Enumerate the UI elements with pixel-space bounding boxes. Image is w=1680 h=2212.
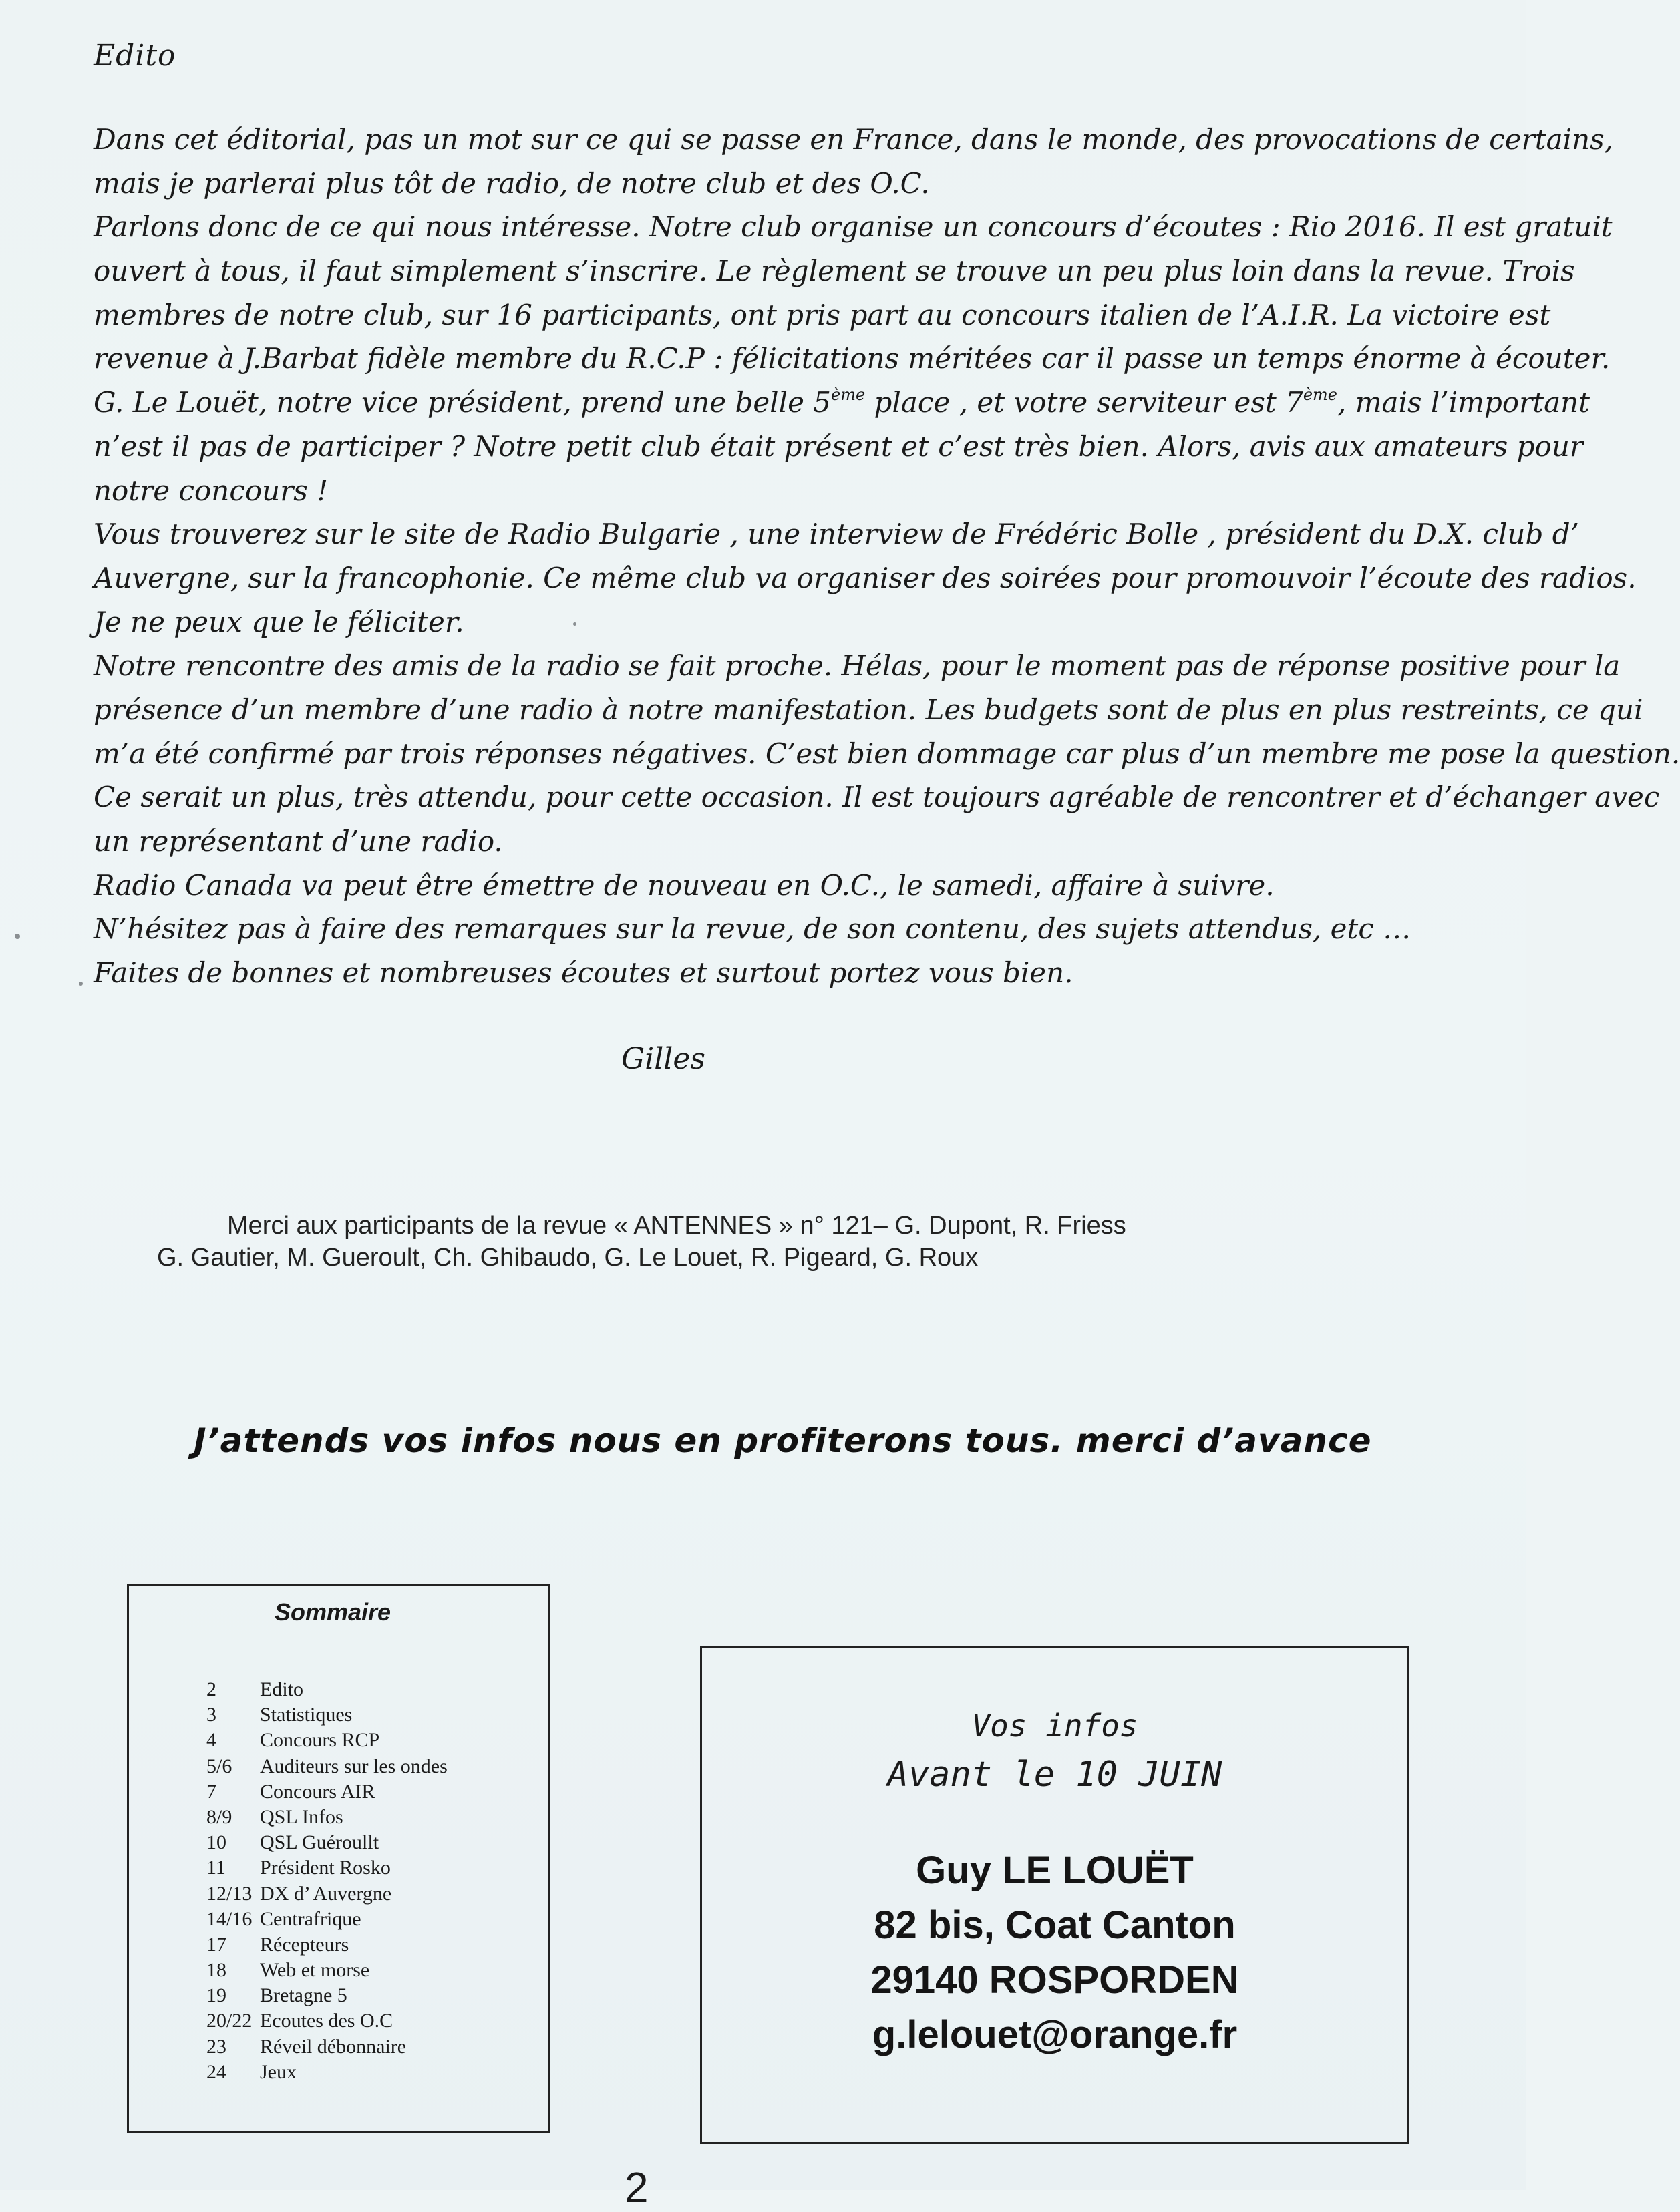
toc-entry-title: Centrafrique xyxy=(260,1907,361,1930)
toc-page-number: 24 xyxy=(206,2060,226,2083)
toc-page-number: 7 xyxy=(206,1780,216,1803)
editorial-line: revenue à J.Barbat fidèle membre du R.C.P : félicitations méritées car il passe un temps énorme à écouter. xyxy=(94,342,1611,375)
ordinal-superscript: ème xyxy=(1303,385,1337,405)
toc-entry xyxy=(206,1779,448,1805)
toc-entry xyxy=(206,1881,448,1907)
editorial-line: Radio Canada va peut être émettre de nouveau en O.C., le samedi, affaire à suivre. xyxy=(94,868,1275,902)
editorial-line: Faites de bonnes et nombreuses écoutes et surtout portez vous bien. xyxy=(94,956,1073,990)
toc-page-number: 12/13 xyxy=(206,1882,253,1905)
toc-entry-title: DX d’ Auvergne xyxy=(260,1882,392,1905)
toc-entry-title: Président Rosko xyxy=(260,1857,391,1879)
editorial-line: Dans cet éditorial, pas un mot sur ce qui se passe en France, dans le monde, des provocations de certains, xyxy=(94,123,1614,156)
ranking-text-before: G. Le Louët, notre vice président, prend une belle 5 xyxy=(94,386,832,419)
table-of-contents-list xyxy=(206,1677,448,2085)
editorial-line: Vous trouverez sur le site de Radio Bulgarie , une interview de Frédéric Bolle , président du D.X. club d’ xyxy=(94,518,1579,551)
editorial-line: m’a été confirmé par trois réponses négatives. C’est bien dommage car plus d’un membre me pose la question. xyxy=(94,737,1680,770)
toc-page-number: 4 xyxy=(206,1729,216,1752)
editorial-signature: Gilles xyxy=(621,1042,705,1076)
toc-entry xyxy=(206,1983,448,2008)
editorial-line: Auvergne, sur la francophonie. Ce même club va organiser des soirées pour promouvoir l’écoute des radios. xyxy=(94,561,1637,594)
scan-speck xyxy=(573,622,576,626)
toc-entry-title: Edito xyxy=(260,1678,303,1700)
table-of-contents-title: Sommaire xyxy=(275,1598,391,1626)
editorial-line: Ce serait un plus, très attendu, pour cette occasion. Il est toujours agréable de rencontrer et d’échanger avec xyxy=(94,781,1660,814)
scan-speck xyxy=(79,982,83,986)
toc-page-number: 3 xyxy=(206,1704,216,1726)
ranking-text-after: , mais l’important xyxy=(1337,386,1590,419)
acknowledgement-line: Merci aux participants de la revue « ANTENNES » n° 121– G. Dupont, R. Friess xyxy=(227,1212,1126,1240)
toc-page-number: 5/6 xyxy=(206,1755,232,1777)
call-for-infos-slogan: J’attends vos infos nous en profiterons tous. merci d’avance xyxy=(194,1421,1372,1460)
editorial-line: ouvert à tous, il faut simplement s’inscrire. Le règlement se trouve un peu plus loin dans la revue. Trois xyxy=(94,254,1575,288)
ranking-text-middle: place , et votre serviteur est 7 xyxy=(865,386,1303,419)
toc-page-number: 8/9 xyxy=(206,1805,232,1828)
toc-entry-title: Récepteurs xyxy=(260,1933,349,1956)
editorial-line-ranking xyxy=(94,381,1590,425)
editorial-line: n’est il pas de participer ? Notre petit club était présent et c’est très bien. Alors, avis aux amateurs pour xyxy=(94,429,1583,463)
toc-entry xyxy=(206,2034,448,2060)
editorial-line: mais je parlerai plus tôt de radio, de notre club et des O.C. xyxy=(94,166,930,200)
toc-entry-title: Auditeurs sur les ondes xyxy=(260,1755,448,1777)
toc-entry xyxy=(206,1702,448,1728)
editorial-line: membres de notre club, sur 16 participants, ont pris part au concours italien de l’A.I.R. La victoire est xyxy=(94,298,1551,331)
editorial-line: Je ne peux que le féliciter. xyxy=(94,605,464,638)
toc-entry-title: Statistiques xyxy=(260,1704,353,1726)
toc-entry xyxy=(206,1754,448,1779)
toc-page-number: 23 xyxy=(206,2035,226,2058)
toc-page-number: 14/16 xyxy=(206,1907,253,1930)
page-number: 2 xyxy=(625,2163,649,2211)
toc-entry-title: Concours RCP xyxy=(260,1729,380,1752)
toc-entry xyxy=(206,2008,448,2034)
edito-heading: Edito xyxy=(94,39,176,73)
toc-entry-title: QSL Guéroullt xyxy=(260,1831,379,1854)
toc-page-number: 19 xyxy=(206,1984,226,2007)
scan-speck xyxy=(15,934,20,939)
contact-address: 82 bis, Coat Canton xyxy=(874,1903,1236,1947)
toc-page-number: 2 xyxy=(206,1678,216,1700)
editorial-line: un représentant d’une radio. xyxy=(94,825,503,858)
toc-entry xyxy=(206,1958,448,1983)
editorial-line: notre concours ! xyxy=(94,474,329,507)
toc-entry xyxy=(206,1805,448,1830)
vos-infos-label: Vos infos xyxy=(971,1708,1138,1744)
editorial-text xyxy=(94,118,1680,995)
table-of-contents-box xyxy=(127,1584,550,2133)
toc-entry-title: Ecoutes des O.C xyxy=(260,2010,393,2032)
toc-entry-title: QSL Infos xyxy=(260,1805,343,1828)
deadline-label: Avant le 10 JUIN xyxy=(887,1755,1222,1795)
editorial-line: Notre rencontre des amis de la radio se fait proche. Hélas, pour le moment pas de réponse positive pour la xyxy=(94,649,1621,683)
toc-entry-title: Web et morse xyxy=(260,1959,370,1982)
toc-entry xyxy=(206,1855,448,1881)
toc-entry xyxy=(206,2060,448,2085)
toc-page-number: 11 xyxy=(206,1857,226,1879)
toc-entry xyxy=(206,1677,448,1702)
toc-entry-title: Concours AIR xyxy=(260,1780,375,1803)
toc-page-number: 10 xyxy=(206,1831,226,1854)
toc-entry-title: Jeux xyxy=(260,2060,297,2083)
ordinal-superscript: ème xyxy=(831,385,866,405)
acknowledgement-line: G. Gautier, M. Gueroult, Ch. Ghibaudo, G. Le Louet, R. Pigeard, G. Roux xyxy=(157,1244,979,1272)
toc-entry-title: Réveil débonnaire xyxy=(260,2035,407,2058)
editorial-line: Parlons donc de ce qui nous intéresse. Notre club organise un concours d’écoutes : Rio 2016. Il est gratuit xyxy=(94,210,1613,244)
toc-entry xyxy=(206,1932,448,1958)
editorial-line: présence d’un membre d’une radio à notre manifestation. Les budgets sont de plus en plus restreints, ce qui xyxy=(94,693,1643,726)
toc-page-number: 20/22 xyxy=(206,2010,253,2032)
toc-entry xyxy=(206,1830,448,1855)
toc-page-number: 18 xyxy=(206,1959,226,1982)
contact-info-box xyxy=(700,1646,1409,2144)
toc-entry-title: Bretagne 5 xyxy=(260,1984,347,2007)
contact-email: g.lelouet@orange.fr xyxy=(872,2013,1238,2056)
toc-entry xyxy=(206,1728,448,1753)
editorial-line: N’hésitez pas à faire des remarques sur la revue, de son contenu, des sujets attendus, etc … xyxy=(94,912,1411,946)
toc-entry xyxy=(206,1907,448,1932)
contact-name: Guy LE LOUËT xyxy=(916,1849,1194,1892)
contact-city: 29140 ROSPORDEN xyxy=(870,1958,1239,2002)
toc-page-number: 17 xyxy=(206,1933,226,1956)
